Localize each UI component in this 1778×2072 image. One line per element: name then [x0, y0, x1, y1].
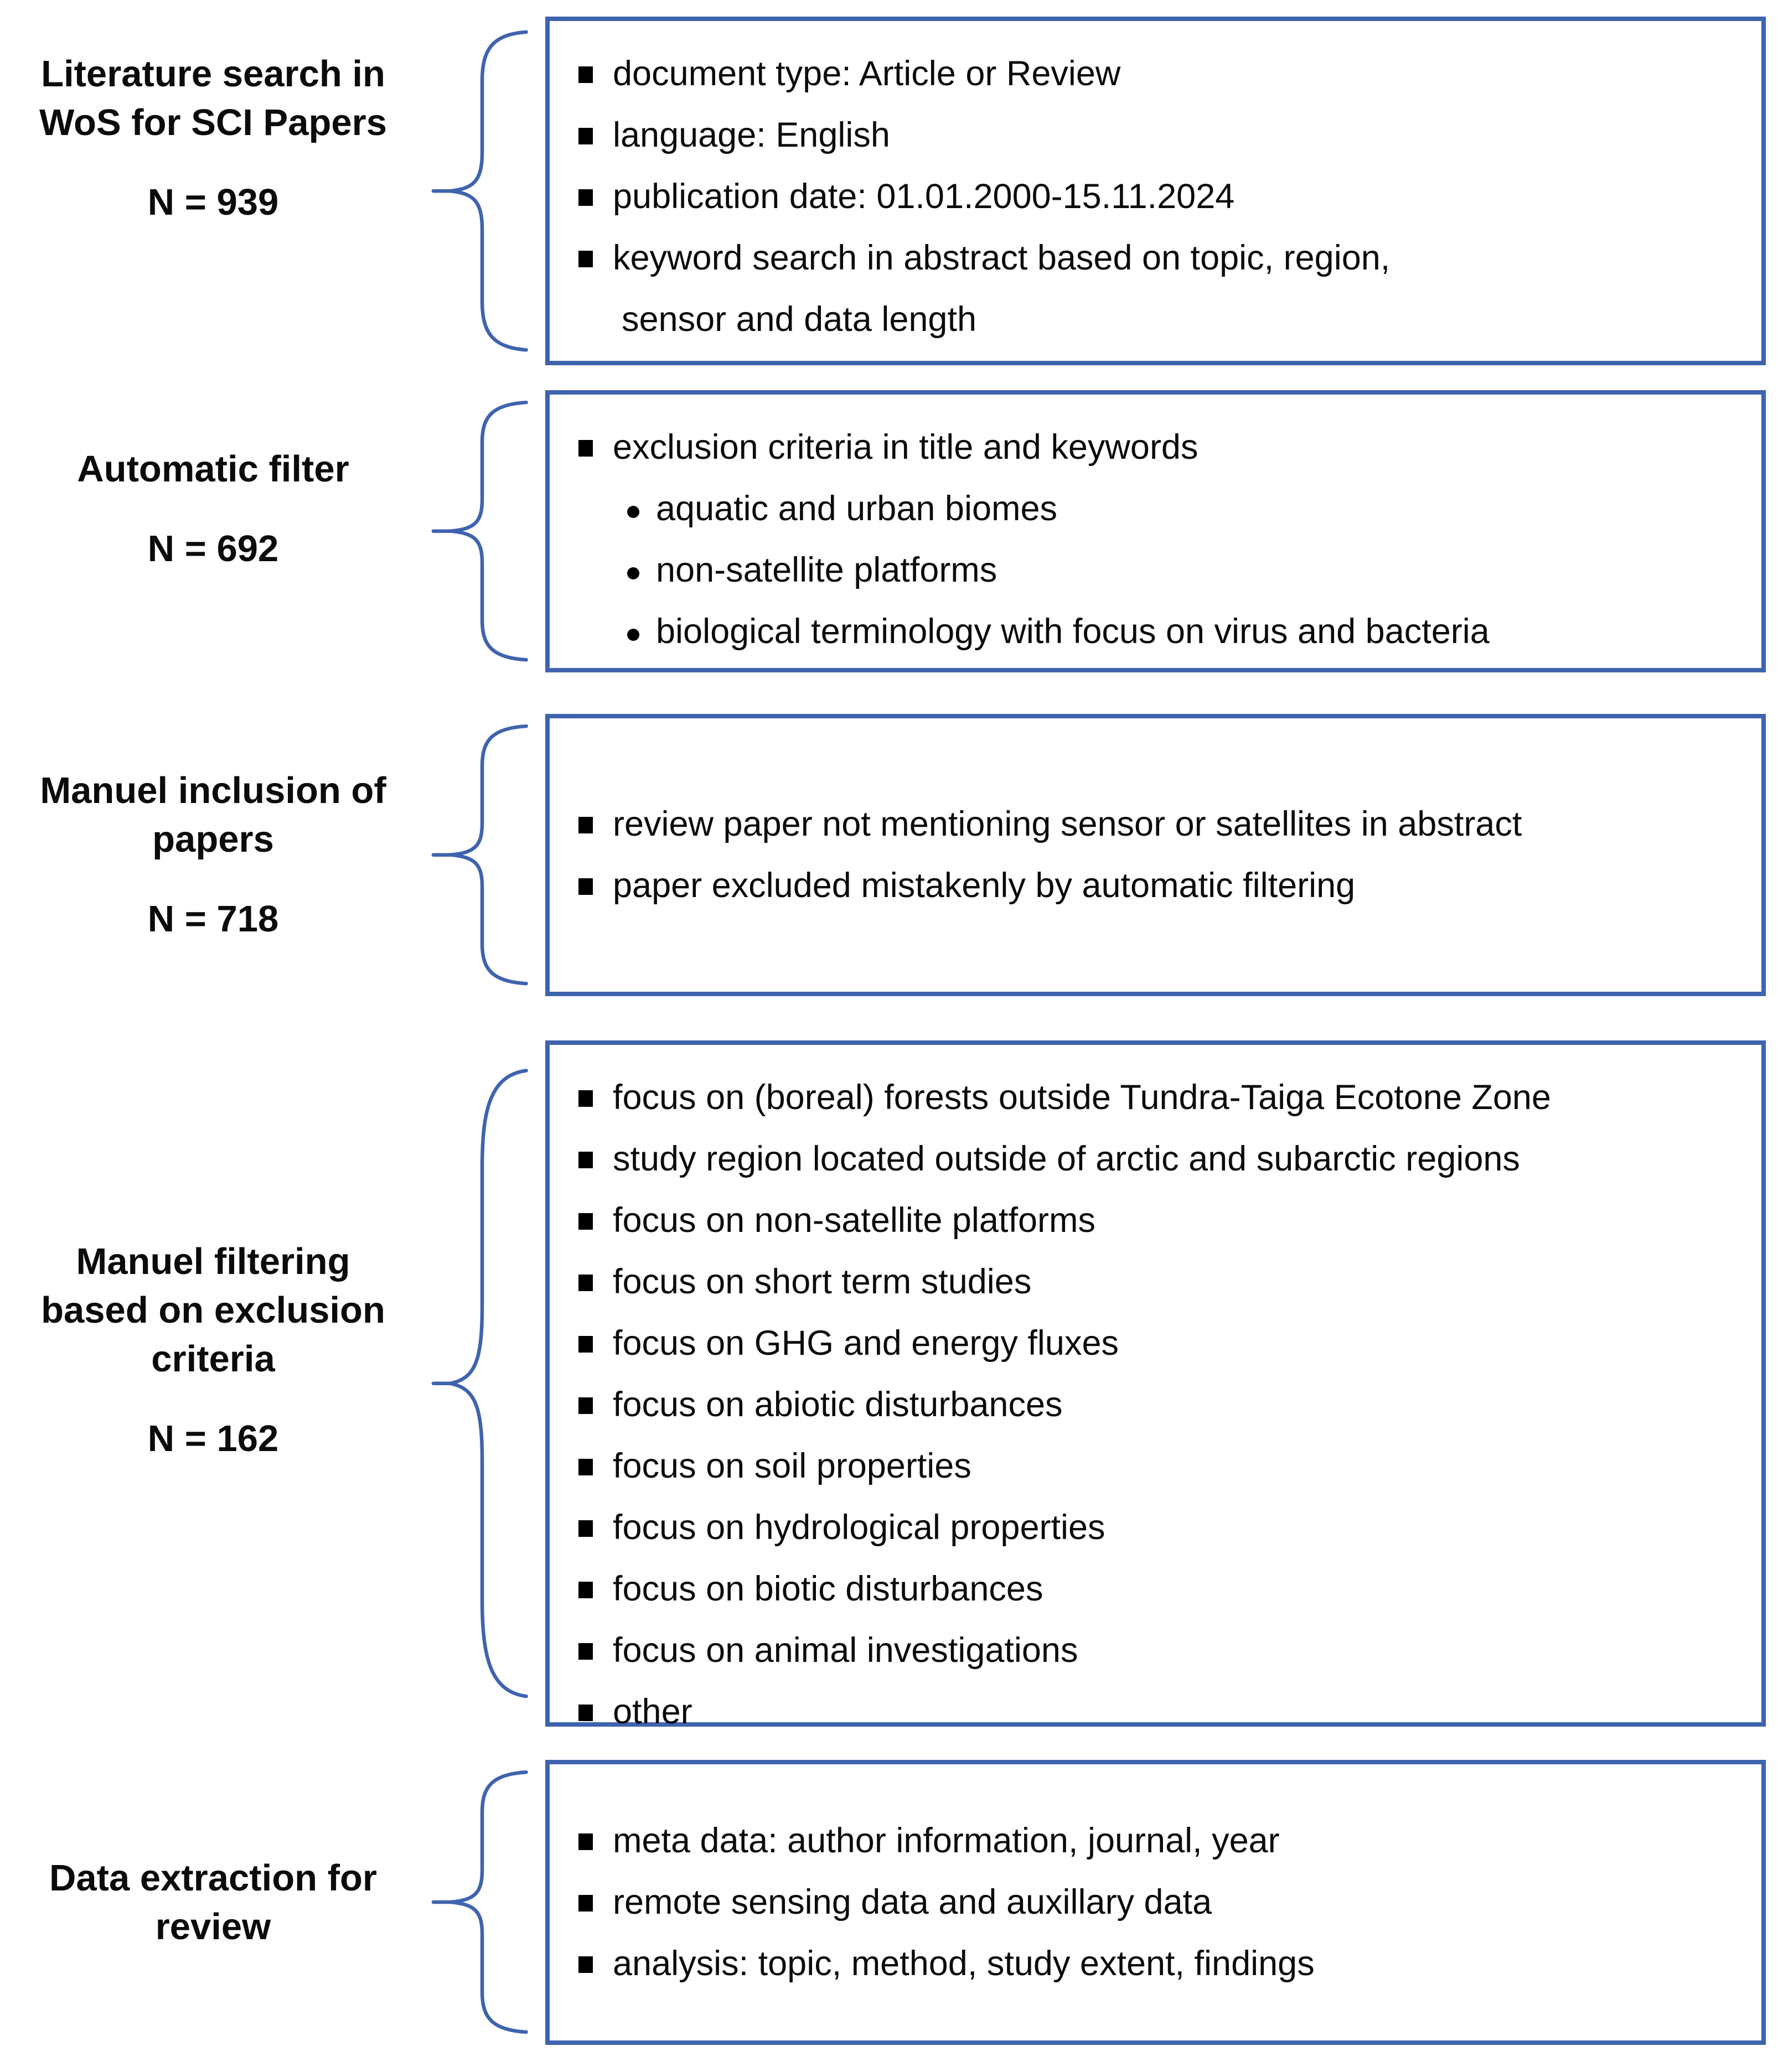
item-text: other [613, 1692, 692, 1731]
stage-label-lines [39, 50, 387, 147]
dot-bullet-icon [627, 629, 639, 641]
stage-label-line: Data extraction for [49, 1857, 377, 1899]
stage-label-lines [40, 766, 386, 864]
list-item [578, 1313, 1745, 1374]
stage-label-lines [77, 445, 349, 494]
item-text: keyword search in abstract based on topic, region, [613, 239, 1391, 277]
list-item [578, 1810, 1745, 1872]
curly-brace-icon [426, 714, 545, 996]
stage-label-line: Automatic filter [77, 448, 349, 490]
item-text: focus on non-satellite platforms [613, 1201, 1095, 1240]
list-item [578, 1190, 1745, 1251]
stage-row [0, 1760, 1778, 2045]
stage-label-line: Manuel filtering [76, 1241, 350, 1282]
list-item [578, 794, 1745, 855]
item-text: sensor and data length [622, 300, 976, 339]
stage-label-line: Literature search in [41, 53, 385, 95]
item-text: focus on GHG and energy fluxes [613, 1324, 1119, 1363]
square-bullet-icon [578, 1275, 593, 1291]
stage-label [0, 1760, 426, 2045]
square-bullet-icon [578, 1643, 593, 1660]
criteria-list [550, 395, 1761, 668]
stage-row [0, 17, 1778, 365]
item-text: aquatic and urban biomes [656, 489, 1057, 528]
square-bullet-icon [578, 189, 593, 206]
stage-label [0, 714, 426, 996]
criteria-list [550, 21, 1761, 361]
curly-brace-icon [426, 1040, 545, 1727]
stage-count: N = 718 [147, 898, 279, 940]
list-item [578, 1558, 1745, 1620]
criteria-list [550, 1764, 1761, 2040]
square-bullet-icon [578, 817, 593, 833]
criteria-box [545, 390, 1766, 672]
item-text: meta data: author information, journal, year [613, 1821, 1280, 1860]
list-item [578, 1128, 1745, 1190]
list-item [578, 1251, 1745, 1313]
curly-brace-icon [426, 390, 545, 672]
stage-label-line: WoS for SCI Papers [39, 102, 387, 143]
square-bullet-icon [578, 1152, 593, 1168]
list-item [578, 1067, 1745, 1128]
stage-label-lines [41, 1237, 385, 1384]
list-item [578, 1374, 1745, 1436]
list-item [578, 1497, 1745, 1558]
curly-brace-icon [426, 17, 545, 365]
list-item [578, 227, 1745, 289]
list-item [578, 1872, 1745, 1933]
item-text: exclusion criteria in title and keywords [613, 428, 1198, 467]
stage-label-lines [49, 1854, 377, 1951]
item-text: focus on animal investigations [613, 1631, 1078, 1670]
stage-label-line: criteria [151, 1338, 275, 1380]
criteria-list [550, 1045, 1761, 1731]
square-bullet-icon [578, 1397, 593, 1414]
item-text: remote sensing data and auxillary data [613, 1883, 1212, 1921]
list-item [578, 417, 1745, 478]
square-bullet-icon [578, 1833, 593, 1850]
item-text: publication date: 01.01.2000-15.11.2024 [613, 177, 1235, 216]
stage-count: N = 692 [147, 528, 279, 569]
square-bullet-icon [578, 440, 593, 457]
stage-label [0, 1007, 426, 1693]
list-item [578, 1933, 1745, 1995]
item-text: paper excluded mistakenly by automatic filtering [613, 866, 1356, 905]
square-bullet-icon [578, 251, 593, 267]
item-text: focus on soil properties [613, 1447, 971, 1485]
list-item [578, 1681, 1745, 1743]
stage-label [0, 368, 426, 650]
item-text: non-satellite platforms [656, 551, 997, 589]
list-item [578, 601, 1745, 662]
item-text: focus on abiotic disturbances [613, 1385, 1063, 1424]
stage-row [0, 390, 1778, 672]
square-bullet-icon [578, 1582, 593, 1598]
list-item [578, 166, 1745, 227]
square-bullet-icon [578, 66, 593, 83]
square-bullet-icon [578, 1090, 593, 1107]
list-item [578, 478, 1745, 540]
criteria-box [545, 1040, 1766, 1731]
square-bullet-icon [578, 1895, 593, 1912]
list-item [578, 1620, 1745, 1681]
item-text: focus on (boreal) forests outside Tundra-Taiga Ecotone Zone [613, 1078, 1551, 1117]
stage-label-line: review [155, 1905, 271, 1947]
criteria-list [550, 718, 1761, 992]
list-item [578, 105, 1745, 166]
item-text: focus on biotic disturbances [613, 1569, 1043, 1608]
stage-row [0, 1040, 1778, 1731]
criteria-box [545, 714, 1766, 996]
stage-count: N = 939 [147, 182, 279, 223]
square-bullet-icon [578, 1213, 593, 1230]
square-bullet-icon [578, 1459, 593, 1475]
square-bullet-icon [578, 128, 593, 144]
square-bullet-icon [578, 878, 593, 895]
list-item [578, 855, 1745, 916]
item-text: focus on hydrological properties [613, 1508, 1105, 1547]
stage-row [0, 714, 1778, 996]
item-text: biological terminology with focus on virus and bacteria [656, 612, 1490, 651]
dot-bullet-icon [627, 506, 639, 518]
item-text: study region located outside of arctic and subarctic regions [613, 1139, 1520, 1178]
item-text: focus on short term studies [613, 1262, 1032, 1301]
item-text: language: English [613, 116, 890, 154]
dot-bullet-icon [627, 567, 639, 579]
list-item [578, 289, 1745, 350]
list-item [578, 43, 1745, 105]
item-text: analysis: topic, method, study extent, findings [613, 1944, 1315, 1983]
criteria-box [545, 1760, 1766, 2045]
stage-count: N = 162 [147, 1418, 279, 1459]
square-bullet-icon [578, 1956, 593, 1973]
list-item [578, 1436, 1745, 1497]
stage-label-line: papers [152, 819, 274, 860]
item-text: document type: Article or Review [613, 54, 1121, 93]
list-item [578, 540, 1745, 601]
stage-label [0, 0, 426, 313]
square-bullet-icon [578, 1520, 593, 1537]
curly-brace-icon [426, 1760, 545, 2045]
criteria-box [545, 17, 1766, 365]
stage-label-line: based on exclusion [41, 1289, 385, 1331]
square-bullet-icon [578, 1705, 593, 1721]
stage-label-line: Manuel inclusion of [40, 770, 386, 811]
square-bullet-icon [578, 1336, 593, 1353]
item-text: review paper not mentioning sensor or satellites in abstract [613, 805, 1522, 843]
